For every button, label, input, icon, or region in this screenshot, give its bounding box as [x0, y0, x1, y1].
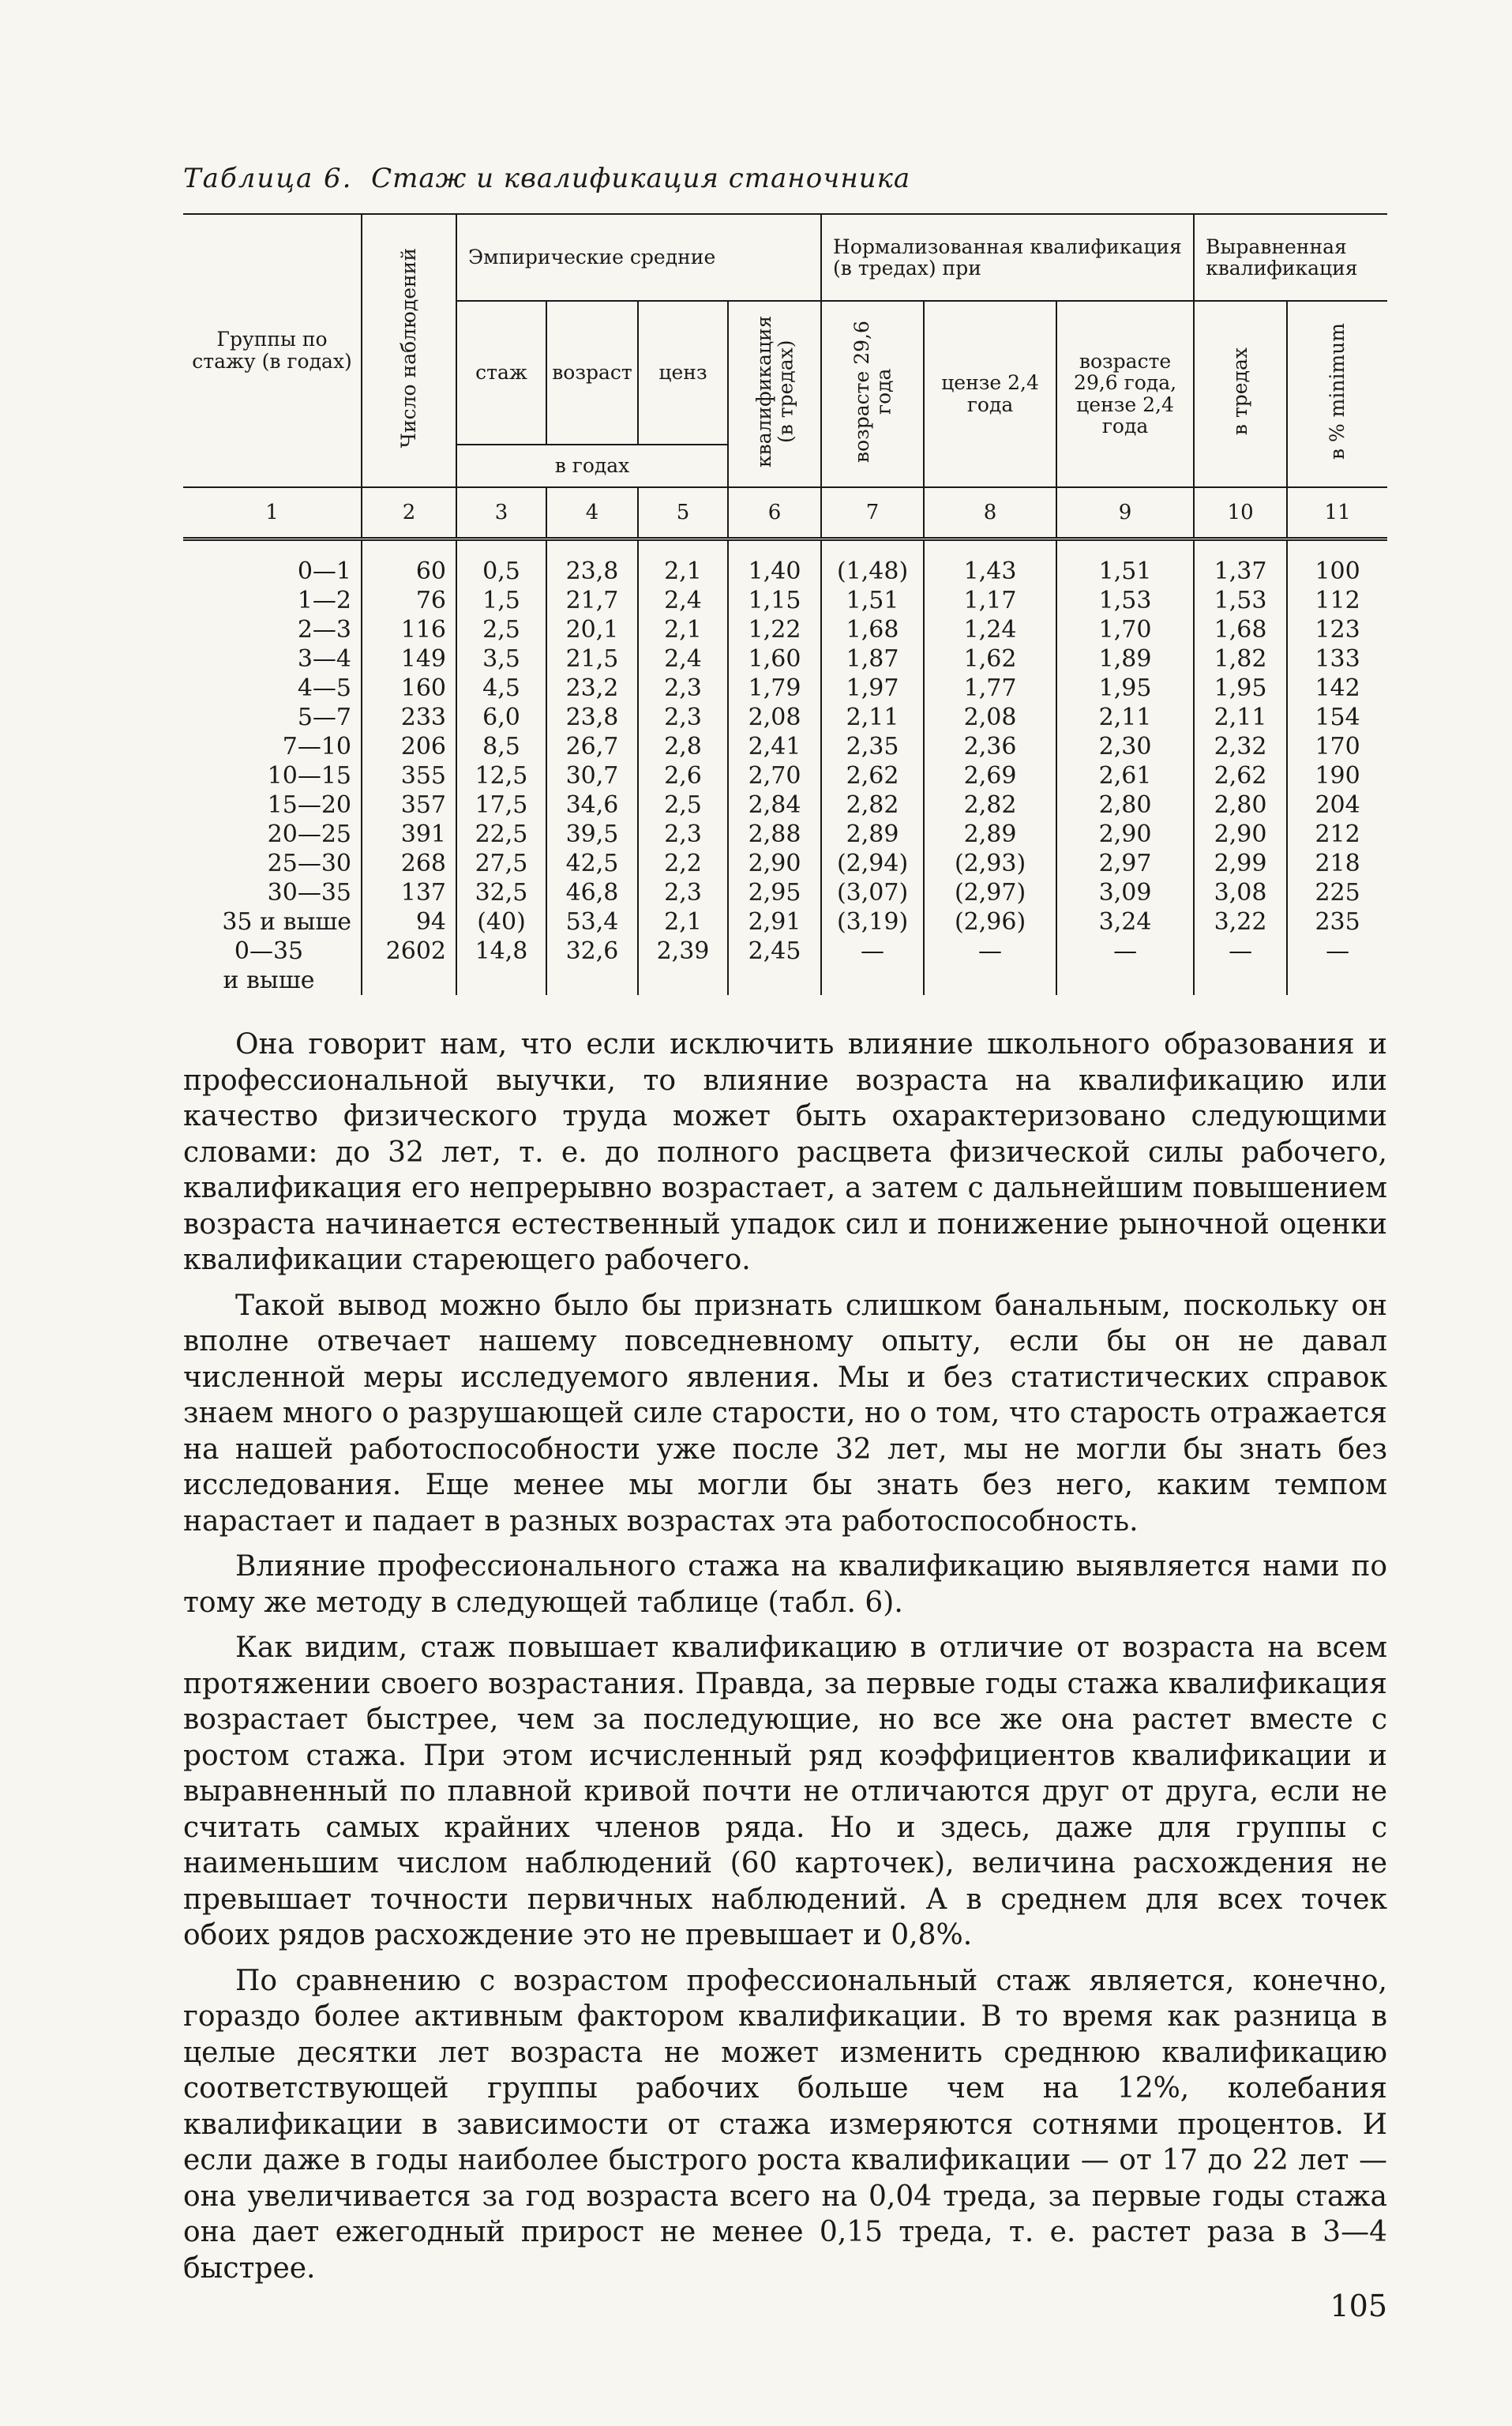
table-cell: 3,24: [1056, 907, 1194, 937]
table-row: [183, 820, 1387, 849]
table-cell: 1,68: [821, 615, 924, 644]
table-cell: 2,3: [638, 674, 728, 703]
header-groups: Группы по стажу (в годах): [183, 214, 362, 487]
caption-title: Стаж и квалификация станочника: [371, 163, 911, 194]
table-cell: 2,91: [728, 907, 821, 937]
table-cell: 233: [362, 703, 456, 732]
column-number-row: [183, 487, 1387, 539]
table-cell: 355: [362, 761, 456, 791]
table-cell: 100: [1287, 539, 1387, 586]
table-cell: 2,1: [638, 539, 728, 586]
table-cell: 23,2: [546, 674, 638, 703]
table-cell: 1,15: [728, 586, 821, 615]
table-cell: 1,60: [728, 644, 821, 674]
table-cell: 14,8: [456, 937, 546, 995]
table-cell: 212: [1287, 820, 1387, 849]
table-cell: 15—20: [267, 791, 351, 819]
table-cell: 12,5: [456, 761, 546, 791]
table-cell: 17,5: [456, 791, 546, 820]
table-cell: —: [821, 937, 924, 995]
table-cell: 76: [362, 586, 456, 615]
table-cell: 2,08: [728, 703, 821, 732]
table-cell: 2,35: [821, 732, 924, 761]
header-cenz-24: цензе 2,4 года: [924, 301, 1056, 487]
table-cell: 30,7: [546, 761, 638, 791]
table-cell: 206: [362, 732, 456, 761]
table-cell: 391: [362, 820, 456, 849]
table-cell: 2,82: [924, 791, 1056, 820]
table-cell: 2,30: [1056, 732, 1194, 761]
table-row: [183, 732, 1387, 761]
table-cell: 116: [362, 615, 456, 644]
column-number: 7: [821, 487, 924, 539]
table-cell: 6,0: [456, 703, 546, 732]
table-cell: 2,80: [1194, 791, 1287, 820]
header-count: Число наблюдений: [362, 214, 456, 487]
column-number: 5: [638, 487, 728, 539]
table-cell: 27,5: [456, 849, 546, 878]
table-cell: 2,11: [1056, 703, 1194, 732]
table-cell: 2,08: [924, 703, 1056, 732]
column-number: 1: [183, 487, 362, 539]
table-row: [183, 761, 1387, 791]
header-vozrast: возраст: [546, 301, 638, 445]
paragraph: Как видим, стаж повышает квалификацию в отличие от возраста на всем протяжении своего возрастания. Правда, за первые годы стажа квалификация возрастает быстрее, чем за последующие, но все же она растет вместе с ростом стажа. При этом исчисленный ряд коэффициентов квалификации и выравненный по плавной кривой почти не отличаются друг от друга, если не считать самых крайних членов ряда. Но и здесь, даже для группы с наименьшим числом наблюдений (60 карточек), величина расхождения не превышает точности первичных наблюдений. А в среднем для всех точек обоих рядов расхождение это не превышает и 0,8%.: [183, 1632, 1387, 1951]
table-cell: 22,5: [456, 820, 546, 849]
header-in-years: в годах: [456, 445, 728, 486]
table-cell: 218: [1287, 849, 1387, 878]
column-number: 10: [1194, 487, 1287, 539]
table-cell: (40): [456, 907, 546, 937]
header-age-cenz: возрасте 29,6 года, цензе 2,4 года: [1056, 301, 1194, 487]
table-cell: 2,5: [456, 615, 546, 644]
table-cell: 23,8: [546, 703, 638, 732]
page-number: 105: [1330, 2289, 1387, 2323]
table-row: [183, 615, 1387, 644]
table-cell: 42,5: [546, 849, 638, 878]
table-cell: 2,90: [1056, 820, 1194, 849]
caption-label: Таблица 6.: [183, 163, 353, 194]
table-cell: 1,51: [821, 586, 924, 615]
column-number: 3: [456, 487, 546, 539]
table-cell: 2—3: [297, 615, 351, 644]
table-cell: 2,2: [638, 849, 728, 878]
table-cell: 0,5: [456, 539, 546, 586]
table-cell: 1,17: [924, 586, 1056, 615]
table-cell: 2,8: [638, 732, 728, 761]
table-cell: 1,40: [728, 539, 821, 586]
table-cell: 20,1: [546, 615, 638, 644]
header-in-treds: в тредах: [1194, 301, 1287, 487]
table-cell: 2,80: [1056, 791, 1194, 820]
table-cell: 8,5: [456, 732, 546, 761]
table-cell: 235: [1287, 907, 1387, 937]
paragraph: Такой вывод можно было бы признать слишком банальным, поскольку он вполне отвечает нашему повседневному опыту, если бы он не давал численной меры исследуемого явления. Мы и без статистических справок знаем много о разрушающей силе старости, но о том, что старость отражается на нашей работоспособности уже после 32 лет, мы не могли бы знать без исследования. Еще менее мы могли бы знать без него, каким темпом нарастает и падает в разных возрастах эта работоспособность.: [183, 1289, 1387, 1538]
column-number: 4: [546, 487, 638, 539]
column-number: 9: [1056, 487, 1194, 539]
table-cell: (2,97): [924, 878, 1056, 907]
table-cell: 2,45: [728, 937, 821, 995]
table-cell: —: [1056, 937, 1194, 995]
header-normalized: Нормализованная квалификация (в тредах) при: [821, 214, 1194, 301]
table-cell: 2,6: [638, 761, 728, 791]
table-cell: 2,36: [924, 732, 1056, 761]
table-cell: 2,89: [821, 820, 924, 849]
table-cell: 1,68: [1194, 615, 1287, 644]
table-cell: 23,8: [546, 539, 638, 586]
table-cell: 204: [1287, 791, 1387, 820]
table-cell: 0—1: [297, 557, 351, 585]
table-cell: 2,1: [638, 907, 728, 937]
table-row: [183, 586, 1387, 615]
table-cell: 1,24: [924, 615, 1056, 644]
table-cell: 137: [362, 878, 456, 907]
table-cell: (2,93): [924, 849, 1056, 878]
table-cell: 2,88: [728, 820, 821, 849]
table-cell: 21,7: [546, 586, 638, 615]
table-cell: 3,22: [1194, 907, 1287, 937]
table-cell: 4—5: [297, 674, 351, 702]
table-cell: 170: [1287, 732, 1387, 761]
table-cell: 26,7: [546, 732, 638, 761]
header-in-pct: в % minimum: [1287, 301, 1387, 487]
table-row: [183, 791, 1387, 820]
table-cell: 2,90: [1194, 820, 1287, 849]
page: [183, 0, 1387, 2426]
table-cell: 112: [1287, 586, 1387, 615]
table-cell: 1,53: [1056, 586, 1194, 615]
table-cell: 35 и выше: [222, 907, 351, 936]
table-cell: —: [1194, 937, 1287, 995]
table-cell: 357: [362, 791, 456, 820]
table-cell: 5—7: [297, 703, 351, 731]
table-cell: 2,1: [638, 615, 728, 644]
table-cell: 225: [1287, 878, 1387, 907]
table-cell: 2,70: [728, 761, 821, 791]
table-cell: 2,61: [1056, 761, 1194, 791]
column-number: 6: [728, 487, 821, 539]
table-cell: 2,32: [1194, 732, 1287, 761]
table-cell: 2,84: [728, 791, 821, 820]
header-qualification: квалификация (в тредах): [728, 301, 821, 487]
table-cell: 20—25: [267, 820, 351, 848]
table-cell: 2602: [362, 937, 456, 995]
table-cell: 34,6: [546, 791, 638, 820]
table-cell: 2,62: [1194, 761, 1287, 791]
table-row: [183, 878, 1387, 907]
header-empirical: Эмпирические средние: [456, 214, 821, 301]
table-row: [183, 644, 1387, 674]
table-cell: 1,77: [924, 674, 1056, 703]
table-cell: 46,8: [546, 878, 638, 907]
table-cell: 2,4: [638, 644, 728, 674]
column-number: 11: [1287, 487, 1387, 539]
table-cell: 94: [362, 907, 456, 937]
table-cell: 190: [1287, 761, 1387, 791]
paragraph: По сравнению с возрастом профессиональный стаж является, конечно, гораздо более активным фактором квалификации. В то время как разница в целые десятки лет возраста не может изменить среднюю квалификацию соответствующей группы рабочих больше чем на 12%, колебания квалификации в зависимости от стажа измеряются сотнями процентов. И если даже в годы наиболее быстрого роста квалификации — от 17 до 22 лет — она увеличивается за год возраста всего на 0,04 треда, за первые годы стажа она дает ежегодный прирост не менее 0,15 треда, т. е. растет раза в 3—4 быстрее.: [183, 1964, 1387, 2285]
table-cell: 268: [362, 849, 456, 878]
table-cell: 21,5: [546, 644, 638, 674]
table-cell: 1,82: [1194, 644, 1287, 674]
table-cell: 2,69: [924, 761, 1056, 791]
table-cell: 30—35: [267, 878, 351, 907]
table-cell: 1,37: [1194, 539, 1287, 586]
table-cell: —: [1287, 937, 1387, 995]
table-cell: 2,41: [728, 732, 821, 761]
table-cell: 142: [1287, 674, 1387, 703]
table-cell: 2,95: [728, 878, 821, 907]
total-group-line2: и выше: [223, 966, 315, 994]
table-cell: 123: [1287, 615, 1387, 644]
table-cell: 2,3: [638, 820, 728, 849]
table-cell: 154: [1287, 703, 1387, 732]
table-cell: 60: [362, 539, 456, 586]
table-cell: 1,43: [924, 539, 1056, 586]
body-text: [183, 1027, 1387, 2296]
table-cell: 1,53: [1194, 586, 1287, 615]
qualification-table: [183, 213, 1387, 995]
table-cell: 3,09: [1056, 878, 1194, 907]
table-cell: 3,08: [1194, 878, 1287, 907]
table-cell: 1,97: [821, 674, 924, 703]
table-cell: 2,97: [1056, 849, 1194, 878]
table-cell: 1,51: [1056, 539, 1194, 586]
table-cell: 10—15: [267, 761, 351, 790]
table-cell: 3—4: [297, 644, 351, 673]
header-age-29: возрасте 29,6 года: [821, 301, 924, 487]
table-caption: [183, 163, 910, 194]
table-cell: 25—30: [267, 849, 351, 877]
table-cell: 1,79: [728, 674, 821, 703]
header-cenz: ценз: [638, 301, 728, 445]
table-cell: 53,4: [546, 907, 638, 937]
total-group-label: [183, 937, 362, 995]
table-row: [183, 703, 1387, 732]
table-cell: 1,89: [1056, 644, 1194, 674]
table-cell: 32,5: [456, 878, 546, 907]
table-cell: 1—2: [297, 586, 351, 614]
table-cell: 2,11: [821, 703, 924, 732]
table-cell: 133: [1287, 644, 1387, 674]
table-row: [183, 907, 1387, 937]
table-cell: —: [924, 937, 1056, 995]
table-row: [183, 539, 1387, 586]
table-cell: (3,19): [821, 907, 924, 937]
column-number: 2: [362, 487, 456, 539]
table-cell: 2,11: [1194, 703, 1287, 732]
table-cell: 2,62: [821, 761, 924, 791]
table-row: [183, 849, 1387, 878]
paragraph: Она говорит нам, что если исключить влияние школьного образования и профессиональной выучки, то влияние возраста на квалификацию или качество физического труда может быть охарактеризовано следующими словами: до 32 лет, т. е. до полного расцвета физической силы рабочего, квалификация его непрерывно возрастает, а затем с дальнейшим повышением возраста начинается естественный упадок сил и понижение рыночной оценки квалификации стареющего рабочего.: [183, 1028, 1387, 1276]
table-total-row: [183, 937, 1387, 995]
table-cell: 1,70: [1056, 615, 1194, 644]
table-cell: 2,3: [638, 703, 728, 732]
table-cell: 2,82: [821, 791, 924, 820]
table-cell: 2,99: [1194, 849, 1287, 878]
table-row: [183, 674, 1387, 703]
table-cell: 2,89: [924, 820, 1056, 849]
table-cell: 1,95: [1056, 674, 1194, 703]
table-cell: 160: [362, 674, 456, 703]
table-cell: 1,87: [821, 644, 924, 674]
table-cell: 2,4: [638, 586, 728, 615]
table-cell: 2,90: [728, 849, 821, 878]
table-cell: 1,22: [728, 615, 821, 644]
table-cell: 2,39: [638, 937, 728, 995]
table-cell: (1,48): [821, 539, 924, 586]
table-cell: 39,5: [546, 820, 638, 849]
table-cell: (3,07): [821, 878, 924, 907]
table-body: [183, 539, 1387, 995]
table-cell: 1,5: [456, 586, 546, 615]
paragraph: Влияние профессионального стажа на квалификацию выявляется нами по тому же методу в следующей таблице (табл. 6).: [183, 1550, 1387, 1619]
table-cell: (2,96): [924, 907, 1056, 937]
table-cell: 2,3: [638, 878, 728, 907]
table-cell: 7—10: [282, 732, 351, 760]
header-stazh: стаж: [456, 301, 546, 445]
table-cell: 149: [362, 644, 456, 674]
table-cell: 1,95: [1194, 674, 1287, 703]
column-number: 8: [924, 487, 1056, 539]
table-cell: 2,5: [638, 791, 728, 820]
table-cell: 4,5: [456, 674, 546, 703]
table-cell: 3,5: [456, 644, 546, 674]
table-cell: 1,62: [924, 644, 1056, 674]
total-group-line1: 0—35: [234, 937, 304, 965]
table-cell: 32,6: [546, 937, 638, 995]
table-cell: (2,94): [821, 849, 924, 878]
header-smoothed: Выравненная квалификация: [1194, 214, 1387, 301]
